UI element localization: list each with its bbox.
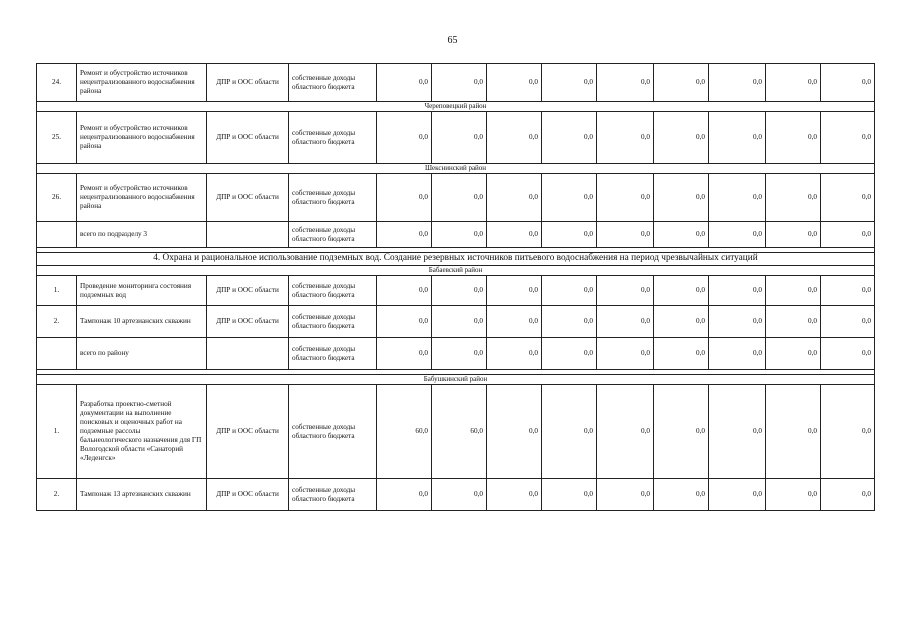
value-cell: 0,0	[377, 174, 432, 222]
value-cell: 0,0	[487, 222, 542, 248]
value-cell: 0,0	[766, 338, 821, 370]
value-cell: 0,0	[821, 222, 875, 248]
value-cell: 0,0	[597, 385, 654, 479]
district-heading: Бабаевский район	[37, 266, 875, 276]
value-cell: 0,0	[432, 112, 487, 164]
value-cell: 0,0	[654, 222, 709, 248]
total-row	[37, 222, 875, 248]
funding-source: собственные доходы областного бюджета	[289, 112, 377, 164]
funding-source: собственные доходы областного бюджета	[289, 306, 377, 338]
value-cell: 0,0	[487, 64, 542, 102]
value-cell: 0,0	[542, 306, 597, 338]
value-cell: 0,0	[542, 222, 597, 248]
row-number	[37, 338, 77, 370]
value-cell: 0,0	[597, 174, 654, 222]
total-label: всего по подразделу 3	[77, 222, 207, 248]
measure-name: Тампонаж 10 артезианских скважин	[77, 306, 207, 338]
executor: ДПР и ООС области	[207, 64, 289, 102]
row-number: 2.	[37, 479, 77, 511]
value-cell: 0,0	[432, 222, 487, 248]
value-cell: 0,0	[377, 222, 432, 248]
value-cell: 0,0	[487, 276, 542, 306]
row-number: 25.	[37, 112, 77, 164]
executor: ДПР и ООС области	[207, 306, 289, 338]
value-cell: 0,0	[709, 112, 766, 164]
total-row	[37, 338, 875, 370]
district-row	[37, 375, 875, 385]
value-cell: 0,0	[766, 222, 821, 248]
funding-source: собственные доходы областного бюджета	[289, 64, 377, 102]
measure-name: Ремонт и обустройство источников нецентрализованного водоснабжения района	[77, 112, 207, 164]
value-cell: 0,0	[377, 112, 432, 164]
value-cell: 0,0	[821, 479, 875, 511]
value-cell: 0,0	[487, 385, 542, 479]
funding-source: собственные доходы областного бюджета	[289, 479, 377, 511]
value-cell: 0,0	[766, 112, 821, 164]
value-cell: 0,0	[654, 306, 709, 338]
value-cell: 0,0	[542, 479, 597, 511]
value-cell: 0,0	[377, 479, 432, 511]
page-number: 65	[447, 35, 458, 46]
value-cell: 0,0	[432, 64, 487, 102]
table-row	[37, 112, 875, 164]
value-cell: 0,0	[821, 306, 875, 338]
value-cell: 0,0	[542, 112, 597, 164]
value-cell: 0,0	[766, 64, 821, 102]
value-cell: 0,0	[487, 174, 542, 222]
value-cell: 0,0	[377, 306, 432, 338]
value-cell: 0,0	[597, 112, 654, 164]
value-cell: 0,0	[597, 64, 654, 102]
value-cell: 0,0	[432, 174, 487, 222]
row-number: 24.	[37, 64, 77, 102]
measure-name: Ремонт и обустройство источников нецентрализованного водоснабжения района	[77, 64, 207, 102]
value-cell: 0,0	[542, 385, 597, 479]
value-cell: 0,0	[542, 174, 597, 222]
table-row	[37, 306, 875, 338]
value-cell: 0,0	[766, 174, 821, 222]
value-cell: 0,0	[766, 479, 821, 511]
district-heading: Бабушкинский район	[37, 375, 875, 385]
funding-source: собственные доходы областного бюджета	[289, 276, 377, 306]
value-cell: 0,0	[654, 64, 709, 102]
value-cell: 0,0	[709, 479, 766, 511]
value-cell: 60,0	[432, 385, 487, 479]
value-cell: 0,0	[709, 64, 766, 102]
value-cell: 0,0	[821, 174, 875, 222]
value-cell: 0,0	[709, 276, 766, 306]
value-cell: 0,0	[821, 338, 875, 370]
table-row	[37, 479, 875, 511]
value-cell: 0,0	[709, 338, 766, 370]
value-cell: 0,0	[377, 64, 432, 102]
value-cell: 0,0	[432, 479, 487, 511]
row-number: 1.	[37, 385, 77, 479]
value-cell: 0,0	[597, 479, 654, 511]
funding-source: собственные доходы областного бюджета	[289, 338, 377, 370]
value-cell: 0,0	[487, 306, 542, 338]
value-cell: 0,0	[766, 306, 821, 338]
district-heading: Череповецкий район	[37, 102, 875, 112]
row-number: 1.	[37, 276, 77, 306]
value-cell: 0,0	[654, 276, 709, 306]
value-cell: 0,0	[542, 276, 597, 306]
value-cell: 0,0	[821, 385, 875, 479]
value-cell: 0,0	[821, 112, 875, 164]
value-cell: 0,0	[654, 338, 709, 370]
executor: ДПР и ООС области	[207, 112, 289, 164]
table-row	[37, 174, 875, 222]
executor: ДПР и ООС области	[207, 276, 289, 306]
value-cell: 0,0	[597, 338, 654, 370]
measure-name: Ремонт и обустройство источников нецентрализованного водоснабжения района	[77, 174, 207, 222]
executor: ДПР и ООС области	[207, 385, 289, 479]
value-cell: 0,0	[542, 64, 597, 102]
executor: ДПР и ООС области	[207, 174, 289, 222]
funding-source: собственные доходы областного бюджета	[289, 222, 377, 248]
table-row	[37, 64, 875, 102]
table-row	[37, 385, 875, 479]
measure-name: Проведение мониторинга состояния подземных вод	[77, 276, 207, 306]
value-cell: 0,0	[709, 222, 766, 248]
row-number	[37, 222, 77, 248]
executor: ДПР и ООС области	[207, 479, 289, 511]
row-number: 26.	[37, 174, 77, 222]
district-row	[37, 164, 875, 174]
value-cell: 0,0	[487, 338, 542, 370]
value-cell: 0,0	[597, 306, 654, 338]
value-cell: 0,0	[766, 385, 821, 479]
value-cell: 0,0	[709, 385, 766, 479]
value-cell: 0,0	[377, 276, 432, 306]
value-cell: 60,0	[377, 385, 432, 479]
value-cell: 0,0	[709, 174, 766, 222]
executor	[207, 338, 289, 370]
value-cell: 0,0	[377, 338, 432, 370]
value-cell: 0,0	[654, 174, 709, 222]
budget-table	[36, 63, 875, 511]
funding-source: собственные доходы областного бюджета	[289, 385, 377, 479]
measure-name: Тампонаж 13 артезианских скважин	[77, 479, 207, 511]
row-number: 2.	[37, 306, 77, 338]
value-cell: 0,0	[709, 306, 766, 338]
value-cell: 0,0	[487, 112, 542, 164]
district-row	[37, 266, 875, 276]
district-row	[37, 102, 875, 112]
value-cell: 0,0	[766, 276, 821, 306]
funding-source: собственные доходы областного бюджета	[289, 174, 377, 222]
value-cell: 0,0	[821, 64, 875, 102]
value-cell: 0,0	[542, 338, 597, 370]
section-heading: 4. Охрана и рациональное использование подземных вод. Создание резервных источников питьевого водоснабжения на период чрезвычайных ситуаций	[37, 253, 875, 266]
value-cell: 0,0	[432, 276, 487, 306]
value-cell: 0,0	[597, 276, 654, 306]
value-cell: 0,0	[432, 338, 487, 370]
measure-name: Разработка проектно-сметной документации на выполнение поисковых и оценочных работ на подземные рассолы бальнеологического назначения для ГП Вологодской области «Санаторий «Леденгск»	[77, 385, 207, 479]
section-row	[37, 253, 875, 266]
value-cell: 0,0	[432, 306, 487, 338]
total-label: всего по району	[77, 338, 207, 370]
value-cell: 0,0	[487, 479, 542, 511]
table-row	[37, 276, 875, 306]
executor	[207, 222, 289, 248]
district-heading: Шекснинский район	[37, 164, 875, 174]
value-cell: 0,0	[821, 276, 875, 306]
value-cell: 0,0	[654, 112, 709, 164]
value-cell: 0,0	[654, 385, 709, 479]
value-cell: 0,0	[597, 222, 654, 248]
value-cell: 0,0	[654, 479, 709, 511]
